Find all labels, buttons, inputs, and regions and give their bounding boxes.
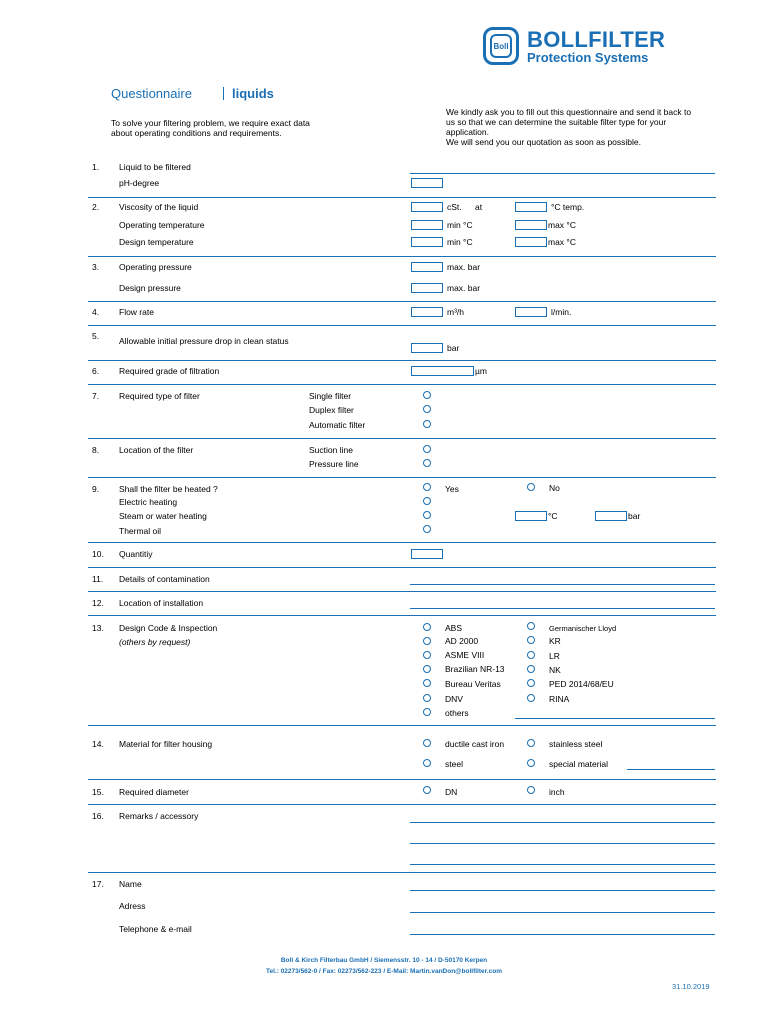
radio-duplex-filter[interactable] xyxy=(423,405,431,413)
section-divider xyxy=(88,301,716,302)
footer-date: 31.10.2019 xyxy=(672,982,710,991)
radio-asme[interactable] xyxy=(423,651,431,659)
unit-max: max °C xyxy=(548,237,576,247)
unit-um: µm xyxy=(475,366,487,376)
section-divider xyxy=(88,567,716,568)
op-temp-max-input[interactable] xyxy=(515,220,547,230)
radio-heated-yes[interactable] xyxy=(423,483,431,491)
page-title: Questionnaire xyxy=(111,86,192,101)
option-ad2000: AD 2000 xyxy=(445,636,479,646)
label-liquid: Liquid to be filtered xyxy=(119,162,191,172)
unit-lmin: l/min. xyxy=(551,307,572,317)
special-material-field[interactable] xyxy=(627,769,715,770)
option-ped: PED 2014/68/EU xyxy=(549,679,614,689)
section-divider xyxy=(88,477,716,478)
label-others-by-request: (others by request) xyxy=(119,637,191,647)
section-divider xyxy=(88,360,716,361)
section-divider xyxy=(88,384,716,385)
row-number: 1. xyxy=(92,162,100,172)
unit-bar: max. bar xyxy=(447,262,481,272)
radio-electric-heating[interactable] xyxy=(423,497,431,505)
radio-abs[interactable] xyxy=(423,623,431,631)
option-pressure-line: Pressure line xyxy=(309,459,359,469)
option-dn: DN xyxy=(445,787,458,797)
contamination-field[interactable] xyxy=(410,584,715,585)
option-yes: Yes xyxy=(445,484,459,494)
row-number: 17. xyxy=(92,879,104,889)
section-divider xyxy=(88,804,716,805)
label-name: Name xyxy=(119,879,142,889)
intro-right: We kindly ask you to fill out this questionnaire and send it back to us so that we can determine the suitable filter type for your application. We will send you our quotation as soon as possible. xyxy=(446,107,692,147)
label-steam-heating: Steam or water heating xyxy=(119,511,207,521)
option-brazilian: Brazilian NR-13 xyxy=(445,664,505,674)
label-quantity: Quantitiy xyxy=(119,549,153,559)
label-heated: Shall the filter be heated ? xyxy=(119,484,218,494)
section-divider xyxy=(88,438,716,439)
radio-germanischer-lloyd[interactable] xyxy=(527,622,535,630)
label-viscosity: Viscosity of the liquid xyxy=(119,202,199,212)
option-ductile-cast-iron: ductile cast iron xyxy=(445,739,505,749)
label-thermal-oil: Thermal oil xyxy=(119,526,162,536)
radio-single-filter[interactable] xyxy=(423,391,431,399)
radio-lr[interactable] xyxy=(527,651,535,659)
unit-min: min °C xyxy=(447,237,473,247)
option-automatic-filter: Automatic filter xyxy=(309,420,366,430)
section-divider xyxy=(88,256,716,257)
radio-nk[interactable] xyxy=(527,665,535,673)
others-field[interactable] xyxy=(515,718,715,719)
logo-text: Boll xyxy=(490,34,512,58)
radio-suction-line[interactable] xyxy=(423,445,431,453)
row-number: 13. xyxy=(92,623,104,633)
option-abs: ABS xyxy=(445,623,463,633)
label-telephone-email: Telephone & e-mail xyxy=(119,924,192,934)
option-dnv: DNV xyxy=(445,694,463,704)
viscosity-temp-input[interactable] xyxy=(515,202,547,212)
option-no: No xyxy=(549,483,560,493)
flow-lmin-input[interactable] xyxy=(515,307,547,317)
section-divider xyxy=(88,872,716,873)
title-divider xyxy=(223,87,224,100)
label-ph: pH-degree xyxy=(119,178,160,188)
unit-bar: bar xyxy=(447,343,460,353)
option-stainless-steel: stainless steel xyxy=(549,739,603,749)
row-number: 16. xyxy=(92,811,104,821)
filtration-grade-input[interactable] xyxy=(411,366,474,376)
row-number: 15. xyxy=(92,787,104,797)
radio-others[interactable] xyxy=(423,708,431,716)
label-contamination: Details of contamination xyxy=(119,574,210,584)
heating-temp-input[interactable] xyxy=(515,511,547,521)
label-design-pressure: Design pressure xyxy=(119,283,181,293)
intro-left: To solve your filtering problem, we require exact data about operating conditions and requirements. xyxy=(111,118,310,138)
liquid-field[interactable] xyxy=(410,173,715,174)
label-installation: Location of installation xyxy=(119,598,204,608)
radio-heated-no[interactable] xyxy=(527,483,535,491)
radio-bureau-veritas[interactable] xyxy=(423,679,431,687)
option-suction-line: Suction line xyxy=(309,445,353,455)
radio-ad2000[interactable] xyxy=(423,637,431,645)
unit-celsius: °C xyxy=(548,511,558,521)
quantity-input[interactable] xyxy=(411,549,443,559)
option-single-filter: Single filter xyxy=(309,391,352,401)
label-filter-type: Required type of filter xyxy=(119,391,200,401)
radio-automatic-filter[interactable] xyxy=(423,420,431,428)
section-divider xyxy=(88,197,716,198)
row-number: 3. xyxy=(92,262,100,272)
bollfilter-logo xyxy=(483,27,519,65)
label-design-code: Design Code & Inspection xyxy=(119,623,218,633)
row-number: 2. xyxy=(92,202,100,212)
option-special-material: special material xyxy=(549,759,609,769)
design-temp-min-input[interactable] xyxy=(411,237,443,247)
option-lr: LR xyxy=(549,651,560,661)
section-divider xyxy=(88,615,716,616)
row-number: 12. xyxy=(92,598,104,608)
unit-temp: °C temp. xyxy=(551,202,585,212)
option-steel: steel xyxy=(445,759,463,769)
radio-thermal-oil[interactable] xyxy=(423,525,431,533)
option-others: others xyxy=(445,708,469,718)
radio-special-material[interactable] xyxy=(527,759,535,767)
option-kr: KR xyxy=(549,636,561,646)
page-subtitle: liquids xyxy=(232,86,274,101)
label-op-temp: Operating temperature xyxy=(119,220,205,230)
radio-steel[interactable] xyxy=(423,759,431,767)
remarks-line-3[interactable] xyxy=(410,864,715,865)
unit-min: min °C xyxy=(447,220,473,230)
label-filtration-grade: Required grade of filtration xyxy=(119,366,220,376)
option-rina: RINA xyxy=(549,694,570,704)
unit-at: at xyxy=(475,202,483,212)
radio-inch[interactable] xyxy=(527,786,535,794)
viscosity-input[interactable] xyxy=(411,202,443,212)
footer-address: Boll & Kirch Filterbau GmbH / Siemensstr. 10 - 14 / D-50170 Kerpen xyxy=(280,957,488,964)
unit-m3h: m³/h xyxy=(447,307,464,317)
row-number: 6. xyxy=(92,366,100,376)
radio-dnv[interactable] xyxy=(423,694,431,702)
op-temp-min-input[interactable] xyxy=(411,220,443,230)
pressure-drop-input[interactable] xyxy=(411,343,443,353)
row-number: 8. xyxy=(92,445,100,455)
option-asme: ASME VIII xyxy=(445,650,485,660)
label-diameter: Required diameter xyxy=(119,787,189,797)
remarks-line-2[interactable] xyxy=(410,843,715,844)
label-address: Adress xyxy=(119,901,146,911)
ph-input[interactable] xyxy=(411,178,443,188)
label-remarks: Remarks / accessory xyxy=(119,811,199,821)
design-pressure-input[interactable] xyxy=(411,283,443,293)
option-inch: inch xyxy=(549,787,565,797)
option-germanischer-lloyd: Germanischer Lloyd xyxy=(549,624,617,633)
name-field[interactable] xyxy=(410,890,715,891)
row-number: 4. xyxy=(92,307,100,317)
label-electric-heating: Electric heating xyxy=(119,497,178,507)
address-field[interactable] xyxy=(410,912,715,913)
label-op-pressure: Operating pressure xyxy=(119,262,192,272)
row-number: 11. xyxy=(92,574,104,584)
design-temp-max-input[interactable] xyxy=(515,237,547,247)
section-divider xyxy=(88,725,716,726)
section-divider xyxy=(88,779,716,780)
unit-max: max °C xyxy=(548,220,576,230)
option-nk: NK xyxy=(549,665,561,675)
radio-brazilian[interactable] xyxy=(423,665,431,673)
remarks-line-1[interactable] xyxy=(410,822,715,823)
row-number: 9. xyxy=(92,484,100,494)
option-duplex-filter: Duplex filter xyxy=(309,405,354,415)
telephone-email-field[interactable] xyxy=(410,934,715,935)
radio-stainless-steel[interactable] xyxy=(527,739,535,747)
installation-field[interactable] xyxy=(410,608,715,609)
label-pressure-drop: Allowable initial pressure drop in clean status xyxy=(119,336,289,346)
section-divider xyxy=(88,542,716,543)
radio-ductile-cast-iron[interactable] xyxy=(423,739,431,747)
brand-tagline: Protection Systems xyxy=(527,50,649,65)
unit-bar: bar xyxy=(628,511,641,521)
heating-pressure-input[interactable] xyxy=(595,511,627,521)
footer-contact: Tel.: 02273/562-0 / Fax: 02273/562-223 / E-Mail: Martin.vanDon@bollfilter.com xyxy=(266,968,502,975)
row-number: 5. xyxy=(92,331,100,341)
unit-bar: max. bar xyxy=(447,283,481,293)
label-housing-material: Material for filter housing xyxy=(119,739,213,749)
radio-dn[interactable] xyxy=(423,786,431,794)
label-flow-rate: Flow rate xyxy=(119,307,154,317)
brand-name: BOLLFILTER xyxy=(527,27,666,52)
radio-rina[interactable] xyxy=(527,694,535,702)
label-filter-location: Location of the filter xyxy=(119,445,194,455)
radio-steam-heating[interactable] xyxy=(423,511,431,519)
row-number: 7. xyxy=(92,391,100,401)
radio-kr[interactable] xyxy=(527,636,535,644)
radio-pressure-line[interactable] xyxy=(423,459,431,467)
radio-ped[interactable] xyxy=(527,679,535,687)
label-design-temp: Design temperature xyxy=(119,237,194,247)
row-number: 10. xyxy=(92,549,104,559)
row-number: 14. xyxy=(92,739,104,749)
section-divider xyxy=(88,591,716,592)
flow-m3h-input[interactable] xyxy=(411,307,443,317)
unit-cst: cSt. xyxy=(447,202,462,212)
op-pressure-input[interactable] xyxy=(411,262,443,272)
section-divider xyxy=(88,325,716,326)
option-bureau-veritas: Bureau Veritas xyxy=(445,679,501,689)
